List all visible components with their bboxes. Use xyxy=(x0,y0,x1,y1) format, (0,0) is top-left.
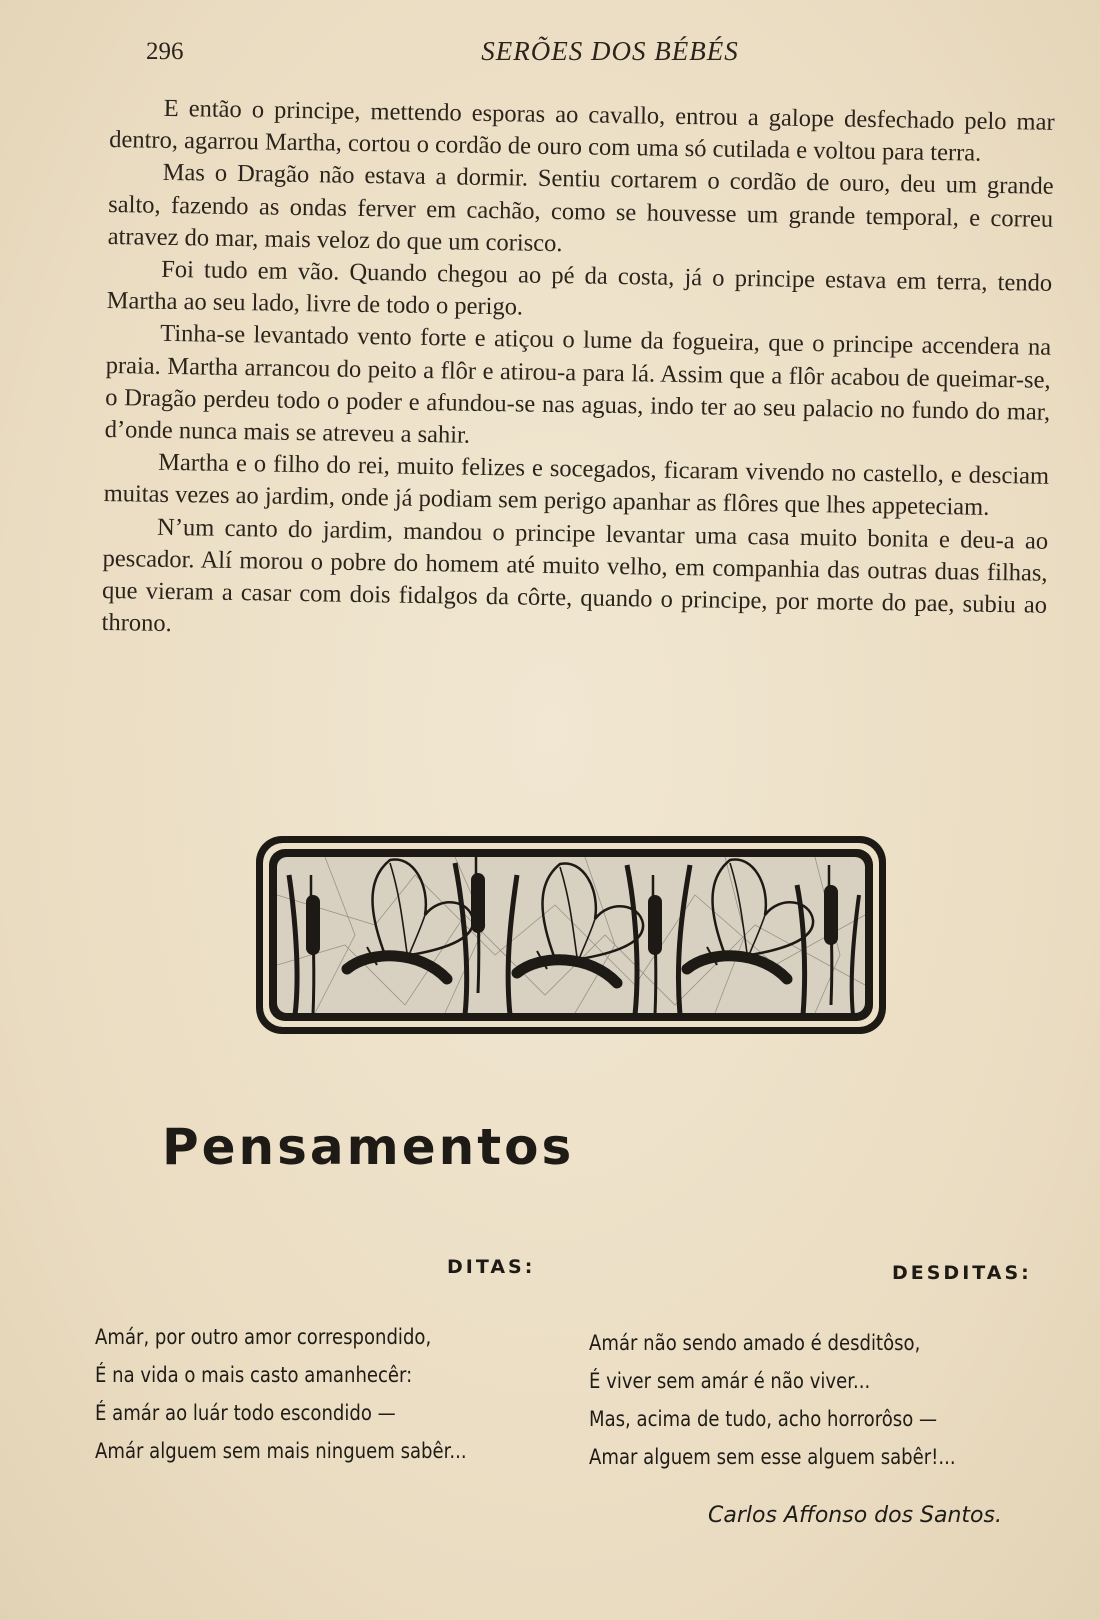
poem-line: É viver sem amár é não viver... xyxy=(589,1369,871,1393)
story-paragraph: Mas o Dragão não estava a dormir. Sentiu cortarem o cordão de ouro, deu um grande salto, fazendo as ondas ferver em cachão, como se houvesse um grande temporal, e correu atravez do mar, mais veloz do que um corisco. xyxy=(107,159,1054,257)
page-number: 296 xyxy=(146,38,184,65)
butterfly-and-cattail-vignette-icon xyxy=(255,835,887,1035)
ditas-heading: DITAS: xyxy=(447,1256,536,1278)
story-paragraph: N’um canto do jardim, mandou o principe levantar uma casa muito bonita e deu-a ao pescador. Alí morou o pobre do homem até muito velho, em companhia das outras duas filhas, que vieram a casar com dois fidalgos da côrte, quando o principe, por morte do pae, subiu ao throno. xyxy=(101,513,1049,638)
poem-line: Amar alguem sem esse alguem sabêr!... xyxy=(589,1445,956,1469)
ditas-poem xyxy=(95,1318,577,1470)
desditas-heading: DESDITAS: xyxy=(892,1262,1032,1284)
poem-line: Mas, acima de tudo, acho horrorôso — xyxy=(589,1407,938,1431)
poem-line: É amár ao luár todo escondido — xyxy=(95,1401,396,1425)
poem-line: É na vida o mais casto amanhecêr: xyxy=(95,1363,413,1387)
story-paragraph: Tinha-se levantado vento forte e atiçou o lume da fogueira, que o principe accendera na praia. Martha arrancou do peito a flôr e atirou-a para lá. Assim que a flôr acabou de queimar-se, o Dragão perdeu todo o poder e afundou-se nas aguas, indo ter ao seu palacio no fundo do mar, d’onde nunca mais se atreveu a sahir. xyxy=(104,320,1052,449)
running-title: SERÕES DOS BÉBÉS xyxy=(481,36,739,66)
author-signature: Carlos Affonso dos Santos. xyxy=(708,1503,1002,1528)
poem-line: Amár, por outro amor correspondido, xyxy=(95,1325,432,1349)
section-title: Pensamentos xyxy=(162,1118,575,1176)
story-paragraph: Martha e o filho do rei, muito felizes e socegados, ficaram vivendo no castello, e desciam muitas vezes ao jardim, onde já podiam sem perigo apanhar as flôres que lhes appeteciam. xyxy=(103,449,1050,522)
page-header xyxy=(140,34,1020,74)
poem-line: Amár não sendo amado é desditôso, xyxy=(589,1331,921,1355)
poem-line: Amár alguem sem mais ninguem sabêr... xyxy=(95,1439,467,1463)
story-paragraph: E então o principe, mettendo esporas ao cavallo, entrou a galope desfechado pelo mar dentro, agarrou Martha, cortou o cordão de ouro com uma só cutilada e voltou para terra. xyxy=(109,94,1055,167)
story-paragraph: Foi tudo em vão. Quando chegou ao pé da costa, já o principe estava em terra, tendo Martha ao seu lado, livre de todo o perigo. xyxy=(106,255,1053,321)
desditas-poem xyxy=(589,1324,1053,1476)
story-text xyxy=(101,92,1054,654)
